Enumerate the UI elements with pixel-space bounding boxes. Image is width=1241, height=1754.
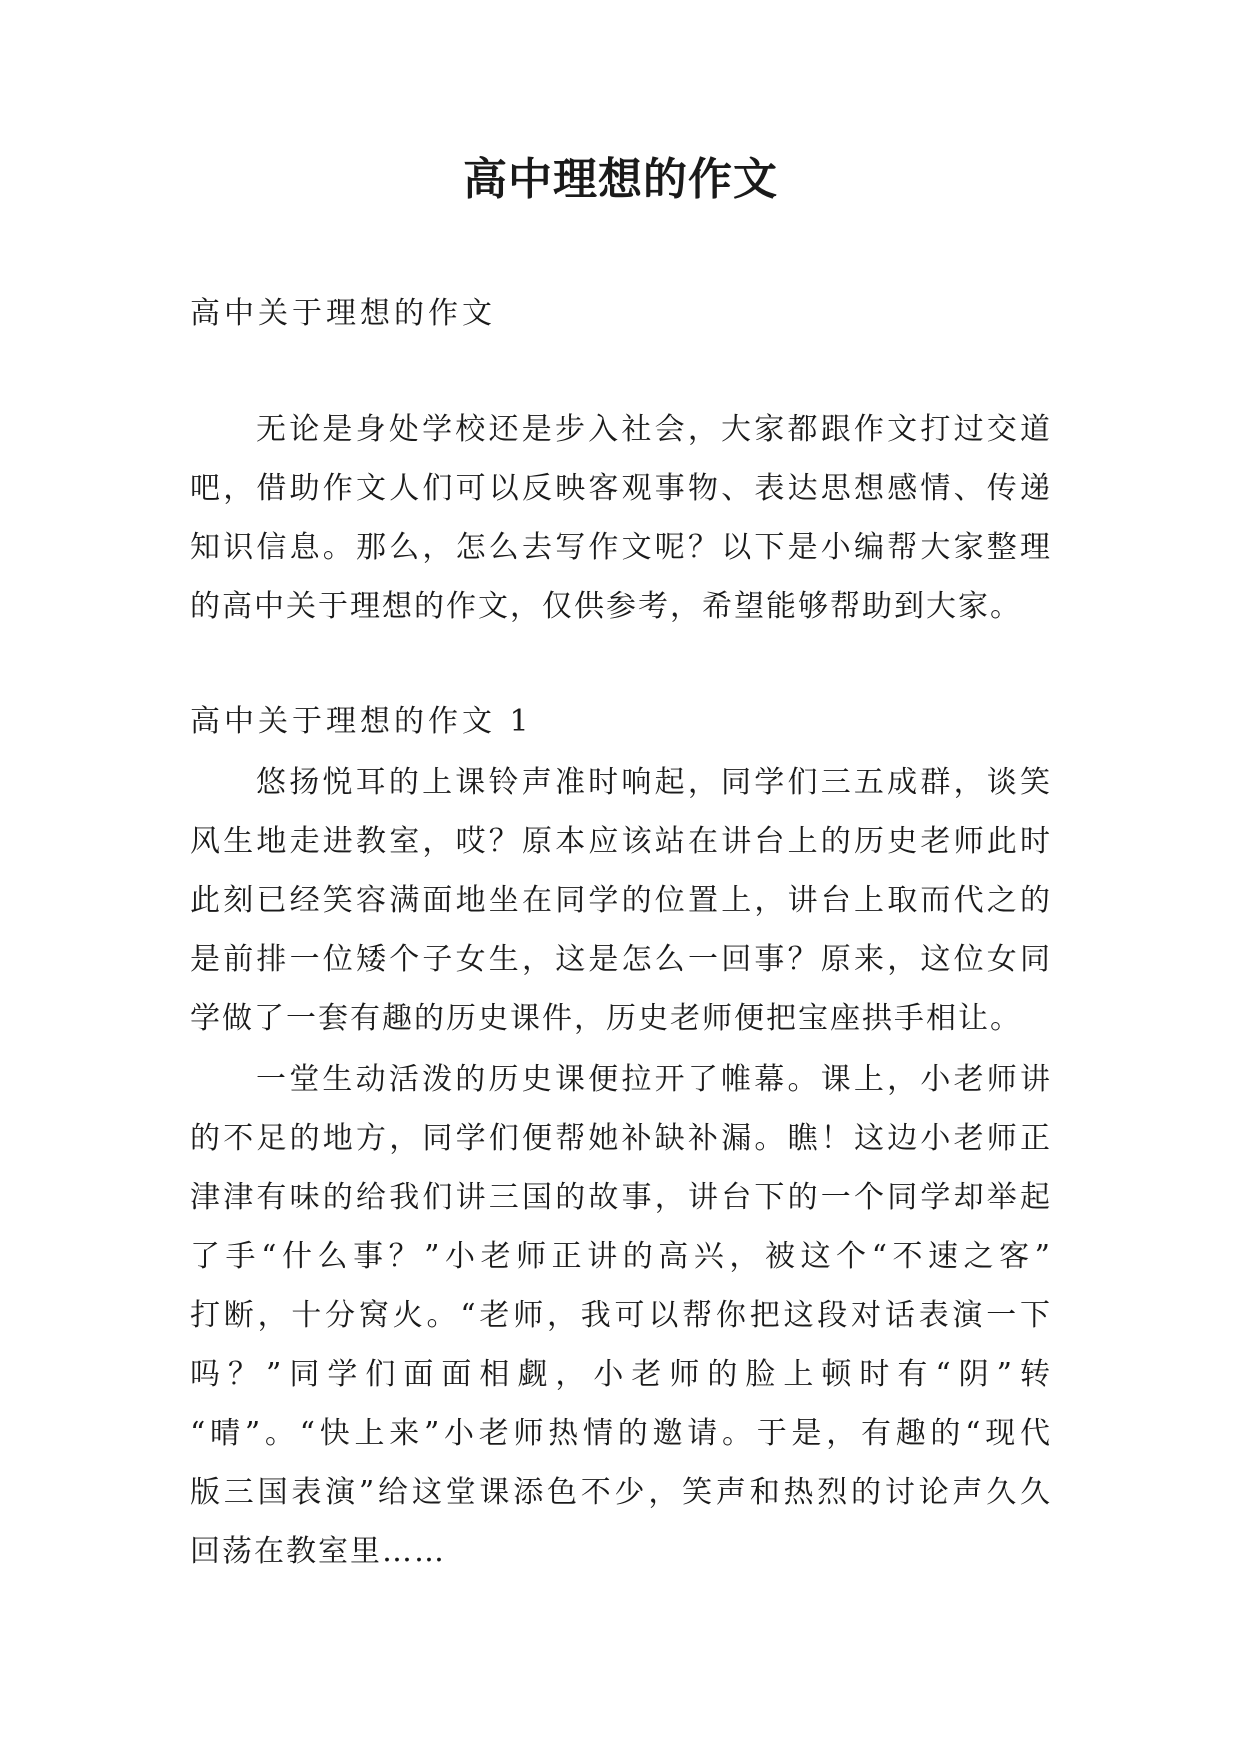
paragraph-line: 悠扬悦耳的上课铃声准时响起，同学们三五成群，谈笑 [256, 765, 1052, 800]
paragraph-line: 了手“什么事？”小老师正讲的高兴，被这个“不速之客” [190, 1239, 1052, 1274]
intro-line: 知识信息。那么，怎么去写作文呢？以下是小编帮大家整理 [190, 530, 1052, 565]
intro-line: 吧，借助作文人们可以反映客观事物、表达思想感情、传递 [190, 471, 1052, 506]
intro-paragraph [190, 400, 1052, 636]
paragraph-line: 吗？”同学们面面相觑，小老师的脸上顿时有“阴”转 [190, 1357, 1052, 1392]
section-heading: 高中关于理想的作文 1 [190, 704, 533, 739]
paragraph-line: 津津有味的给我们讲三国的故事，讲台下的一个同学却举起 [190, 1180, 1052, 1215]
document-subtitle: 高中关于理想的作文 [190, 296, 496, 331]
paragraph-line: 版三国表演”给这堂课添色不少，笑声和热烈的讨论声久久 [190, 1475, 1052, 1510]
section1-paragraph-2 [190, 1050, 1052, 1581]
paragraph-line: 风生地走进教室，哎？原本应该站在讲台上的历史老师此时 [190, 824, 1052, 859]
paragraph-line: 学做了一套有趣的历史课件，历史老师便把宝座拱手相让。 [190, 1001, 1022, 1036]
paragraph-line: 回荡在教室里…… [190, 1534, 446, 1569]
paragraph-line: 打断，十分窝火。“老师，我可以帮你把这段对话表演一下 [190, 1298, 1052, 1333]
section1-paragraph-1 [190, 753, 1052, 1048]
document-title: 高中理想的作文 [463, 154, 778, 205]
intro-line: 无论是身处学校还是步入社会，大家都跟作文打过交道 [256, 412, 1052, 447]
paragraph-line: 的不足的地方，同学们便帮她补缺补漏。瞧！这边小老师正 [190, 1121, 1052, 1156]
paragraph-line: 一堂生动活泼的历史课便拉开了帷幕。课上，小老师讲 [256, 1062, 1052, 1097]
paragraph-line: 此刻已经笑容满面地坐在同学的位置上，讲台上取而代之的 [190, 883, 1052, 918]
paragraph-line: “晴”。“快上来”小老师热情的邀请。于是，有趣的“现代 [190, 1416, 1052, 1451]
intro-line: 的高中关于理想的作文，仅供参考，希望能够帮助到大家。 [190, 589, 1022, 624]
paragraph-line: 是前排一位矮个子女生，这是怎么一回事？原来，这位女同 [190, 942, 1052, 977]
